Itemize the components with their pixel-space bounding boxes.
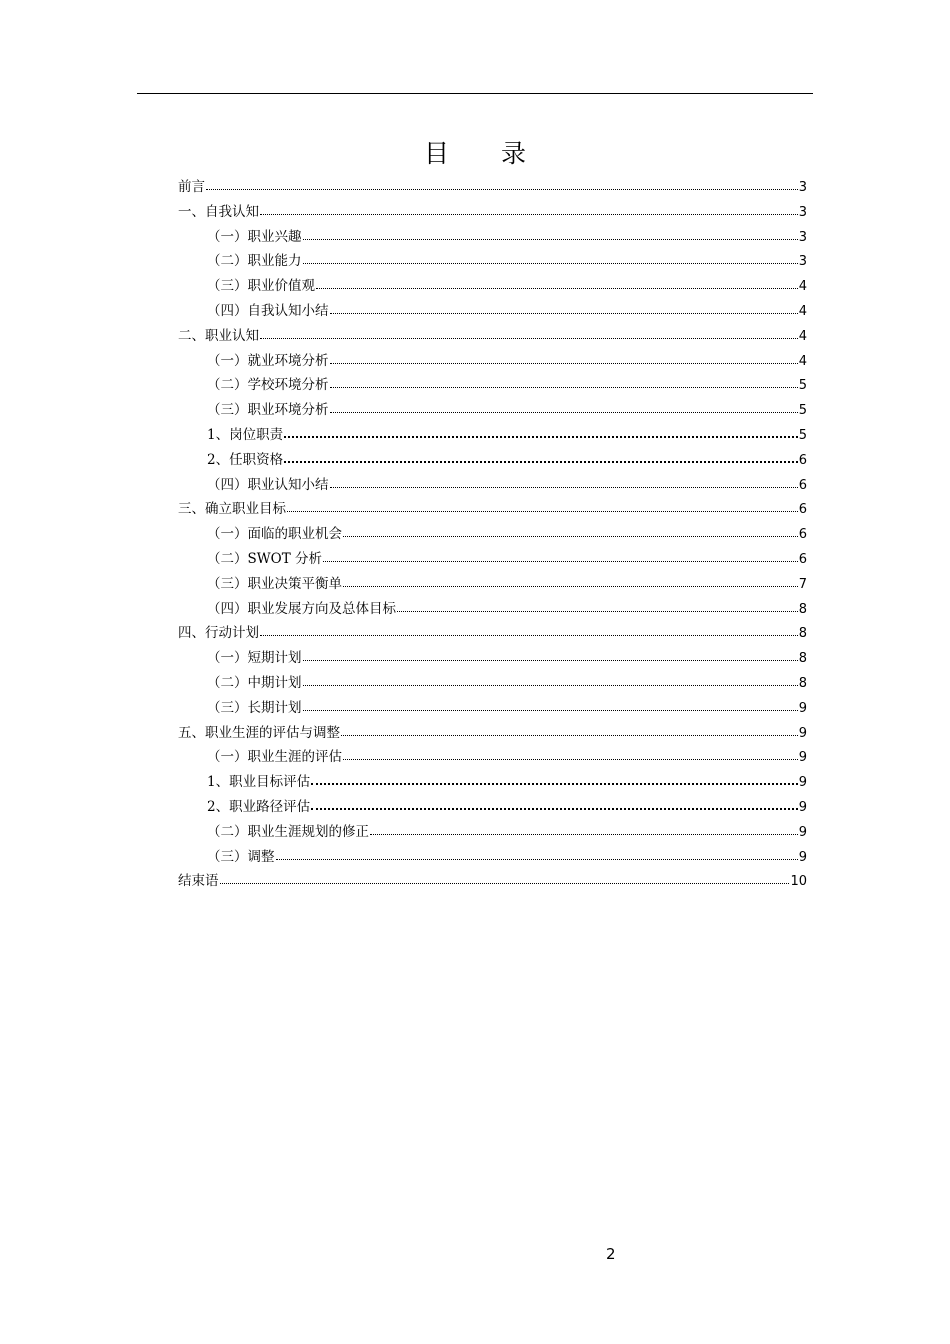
toc-entry-label: （二）职业能力: [207, 253, 302, 270]
toc-entry[interactable]: [178, 721, 807, 746]
toc-leader-dots: [303, 648, 798, 661]
toc-entry-label: 1、岗位职责: [207, 426, 284, 443]
toc-entry-page: 3: [798, 229, 807, 245]
toc-entry[interactable]: [178, 597, 807, 622]
toc-entry-page: 3: [798, 254, 807, 270]
toc-entry-label: （一）职业生涯的评估: [207, 749, 342, 766]
toc-entry-label: （四）职业认知小结: [207, 476, 329, 493]
toc-entry-page: 9: [798, 775, 807, 791]
toc-entry-page: 5: [798, 378, 807, 394]
page-title: 目 录: [424, 139, 548, 168]
toc-leader-dots: [343, 524, 798, 537]
toc-leader-dots: [311, 796, 798, 810]
toc-entry-label: 1、职业目标评估: [207, 774, 311, 791]
toc-leader-dots: [260, 623, 798, 636]
toc-entry-page: 5: [798, 403, 807, 419]
toc-entry[interactable]: [178, 671, 807, 696]
toc-entry-page: 5: [798, 427, 807, 443]
toc-entry-page: 8: [798, 601, 807, 617]
toc-entry[interactable]: [178, 820, 807, 845]
toc-entry-page: 3: [798, 180, 807, 195]
toc-leader-dots: [370, 822, 798, 835]
toc-entry-page: 9: [798, 849, 807, 865]
toc-entry-label: 2、任职资格: [207, 451, 284, 468]
toc-leader-dots: [276, 847, 798, 860]
toc-leader-dots: [287, 499, 798, 512]
toc-entry-page: 9: [798, 700, 807, 716]
toc-leader-dots: [316, 276, 798, 289]
toc-entry-label: （二）职业生涯规划的修正: [207, 823, 369, 840]
toc-leader-dots: [311, 771, 798, 785]
toc-entry[interactable]: [178, 398, 807, 423]
toc-entry-label: （四）职业发展方向及总体目标: [207, 600, 396, 617]
table-of-contents: [178, 175, 807, 894]
toc-leader-dots: [330, 400, 798, 413]
toc-entry[interactable]: [178, 299, 807, 324]
toc-entry[interactable]: [178, 200, 807, 225]
toc-entry-page: 9: [798, 725, 807, 741]
toc-entry-label: 三、确立职业目标: [178, 501, 286, 518]
toc-entry-page: 4: [798, 353, 807, 369]
toc-entry[interactable]: [178, 175, 807, 200]
toc-entry[interactable]: [178, 473, 807, 498]
toc-entry-label: 四、行动计划: [178, 625, 259, 642]
toc-entry[interactable]: [178, 745, 807, 770]
toc-entry[interactable]: [178, 225, 807, 250]
toc-leader-dots: [330, 375, 798, 388]
toc-entry-page: 4: [798, 279, 807, 295]
toc-entry-label: （二）中期计划: [207, 674, 302, 691]
toc-entry-page: 6: [798, 502, 807, 518]
toc-leader-dots: [323, 549, 798, 562]
toc-leader-dots: [343, 747, 798, 760]
page-number: 2: [606, 1245, 616, 1263]
toc-entry[interactable]: [178, 547, 807, 572]
toc-entry[interactable]: [178, 373, 807, 398]
toc-leader-dots: [303, 673, 798, 686]
toc-entry-label: （三）调整: [207, 848, 275, 865]
toc-entry-label: 五、职业生涯的评估与调整: [178, 724, 340, 741]
toc-entry-label: 二、职业认知: [178, 327, 259, 344]
toc-entry-label: （一）职业兴趣: [207, 228, 302, 245]
toc-entry[interactable]: [178, 249, 807, 274]
toc-entry[interactable]: [178, 522, 807, 547]
toc-leader-dots: [220, 871, 790, 884]
toc-entry[interactable]: [178, 845, 807, 870]
toc-leader-dots: [260, 326, 798, 339]
toc-entry-page: 8: [798, 626, 807, 642]
toc-entry-page: 4: [798, 303, 807, 319]
toc-entry[interactable]: [178, 274, 807, 299]
toc-entry-page: 10: [790, 874, 807, 890]
toc-entry-label: （三）长期计划: [207, 699, 302, 716]
toc-entry-label: （一）短期计划: [207, 650, 302, 667]
toc-entry-page: 6: [798, 452, 807, 468]
toc-entry-label: （三）职业环境分析: [207, 402, 329, 419]
toc-leader-dots: [284, 449, 798, 463]
toc-entry-label: 一、自我认知: [178, 203, 259, 220]
toc-leader-dots: [341, 723, 798, 736]
toc-entry[interactable]: [178, 349, 807, 374]
toc-entry-page: 6: [798, 527, 807, 543]
toc-leader-dots: [303, 227, 798, 240]
toc-entry[interactable]: [178, 795, 807, 820]
toc-entry[interactable]: [178, 572, 807, 597]
toc-entry-page: 8: [798, 651, 807, 667]
toc-entry-label: （四）自我认知小结: [207, 302, 329, 319]
toc-leader-dots: [284, 424, 798, 438]
toc-leader-dots: [206, 177, 798, 190]
toc-entry-label: 前言: [178, 179, 205, 195]
toc-entry-page: 3: [798, 204, 807, 220]
toc-entry-label: （二）学校环境分析: [207, 377, 329, 394]
toc-entry-label: （三）职业决策平衡单: [207, 575, 342, 592]
toc-entry-page: 9: [798, 750, 807, 766]
toc-entry-page: 4: [798, 328, 807, 344]
toc-entry[interactable]: [178, 448, 807, 473]
toc-entry-page: 9: [798, 824, 807, 840]
toc-entry-page: 9: [798, 799, 807, 815]
toc-entry-label: （三）职业价值观: [207, 278, 315, 295]
toc-entry[interactable]: [178, 770, 807, 795]
toc-entry-label: （一）面临的职业机会: [207, 526, 342, 543]
toc-leader-dots: [397, 599, 798, 612]
toc-entry[interactable]: [178, 696, 807, 721]
toc-entry[interactable]: [178, 324, 807, 349]
toc-entry-page: 6: [798, 551, 807, 567]
toc-leader-dots: [330, 301, 798, 314]
toc-leader-dots: [343, 574, 798, 587]
toc-entry-label: 结束语: [178, 873, 219, 890]
toc-entry[interactable]: [178, 423, 807, 448]
toc-entry-label: （二）SWOT 分析: [207, 550, 322, 567]
toc-entry-page: 8: [798, 675, 807, 691]
toc-entry[interactable]: [178, 497, 807, 522]
toc-entry-page: 6: [798, 477, 807, 493]
toc-entry-label: 2、职业路径评估: [207, 798, 311, 815]
toc-entry-page: 7: [798, 576, 807, 592]
toc-leader-dots: [330, 475, 798, 488]
toc-leader-dots: [330, 351, 798, 364]
toc-entry[interactable]: [178, 646, 807, 671]
toc-leader-dots: [303, 251, 798, 264]
toc-entry-label: （一）就业环境分析: [207, 352, 329, 369]
toc-entry[interactable]: [178, 621, 807, 646]
toc-entry[interactable]: [178, 869, 807, 894]
toc-leader-dots: [260, 202, 798, 215]
toc-leader-dots: [303, 698, 798, 711]
header-rule: [137, 93, 813, 94]
